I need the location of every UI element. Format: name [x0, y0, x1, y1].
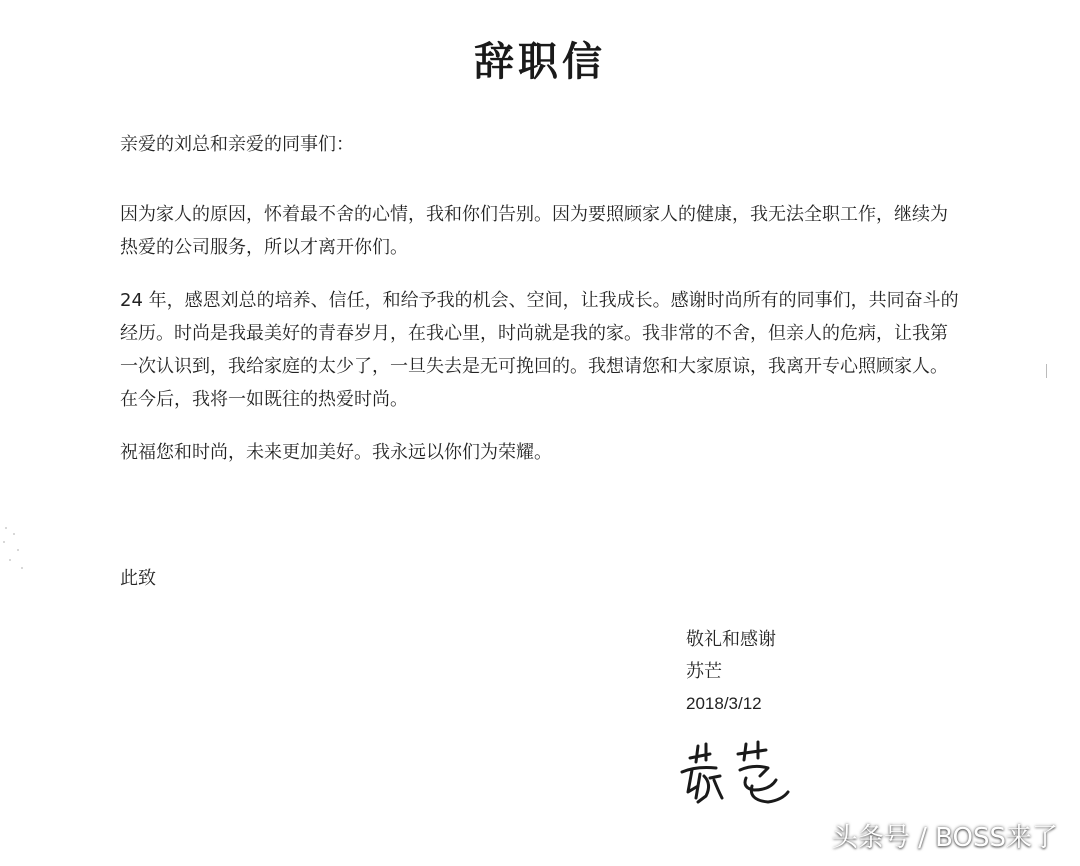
scan-speck	[1046, 364, 1047, 378]
letter-greeting: 亲爱的刘总和亲爱的同事们：	[120, 134, 354, 155]
regards-line: 敬礼和感谢	[686, 629, 776, 650]
letter-paragraph-1: 因为家人的原因，怀着最不舍的心情，我和你们告别。因为要照顾家人的健康，我无法全职工作，继续为热爱的公司服务，所以才离开你们。	[120, 204, 948, 258]
watermark-text: 头条号 / BOSS来了	[831, 823, 1058, 853]
handwritten-signature	[676, 740, 796, 820]
scan-noise	[0, 520, 40, 580]
letter-date: 2018/3/12	[686, 694, 762, 713]
letter-closing: 此致	[120, 568, 156, 589]
letter-paragraph-2: 24 年，感恩刘总的培养、信任，和给予我的机会、空间，让我成长。感谢时尚所有的同事们，共同奋斗的经历。时尚是我最美好的青春岁月，在我心里，时尚就是我的家。我非常的不舍，但亲人的危病，让我第一次认识到，我给家庭的太少了，一旦失去是无可挽回的。我想请您和大家原谅，我离开专心照顾家人。在今后，我将一如既往的热爱时尚。	[120, 290, 959, 410]
letter-title: 辞职信	[474, 39, 606, 85]
sign-off-block	[686, 624, 776, 720]
author-name: 苏芒	[686, 661, 722, 682]
letter-paragraph-3: 祝福您和时尚，未来更加美好。我永远以你们为荣耀。	[120, 442, 552, 463]
